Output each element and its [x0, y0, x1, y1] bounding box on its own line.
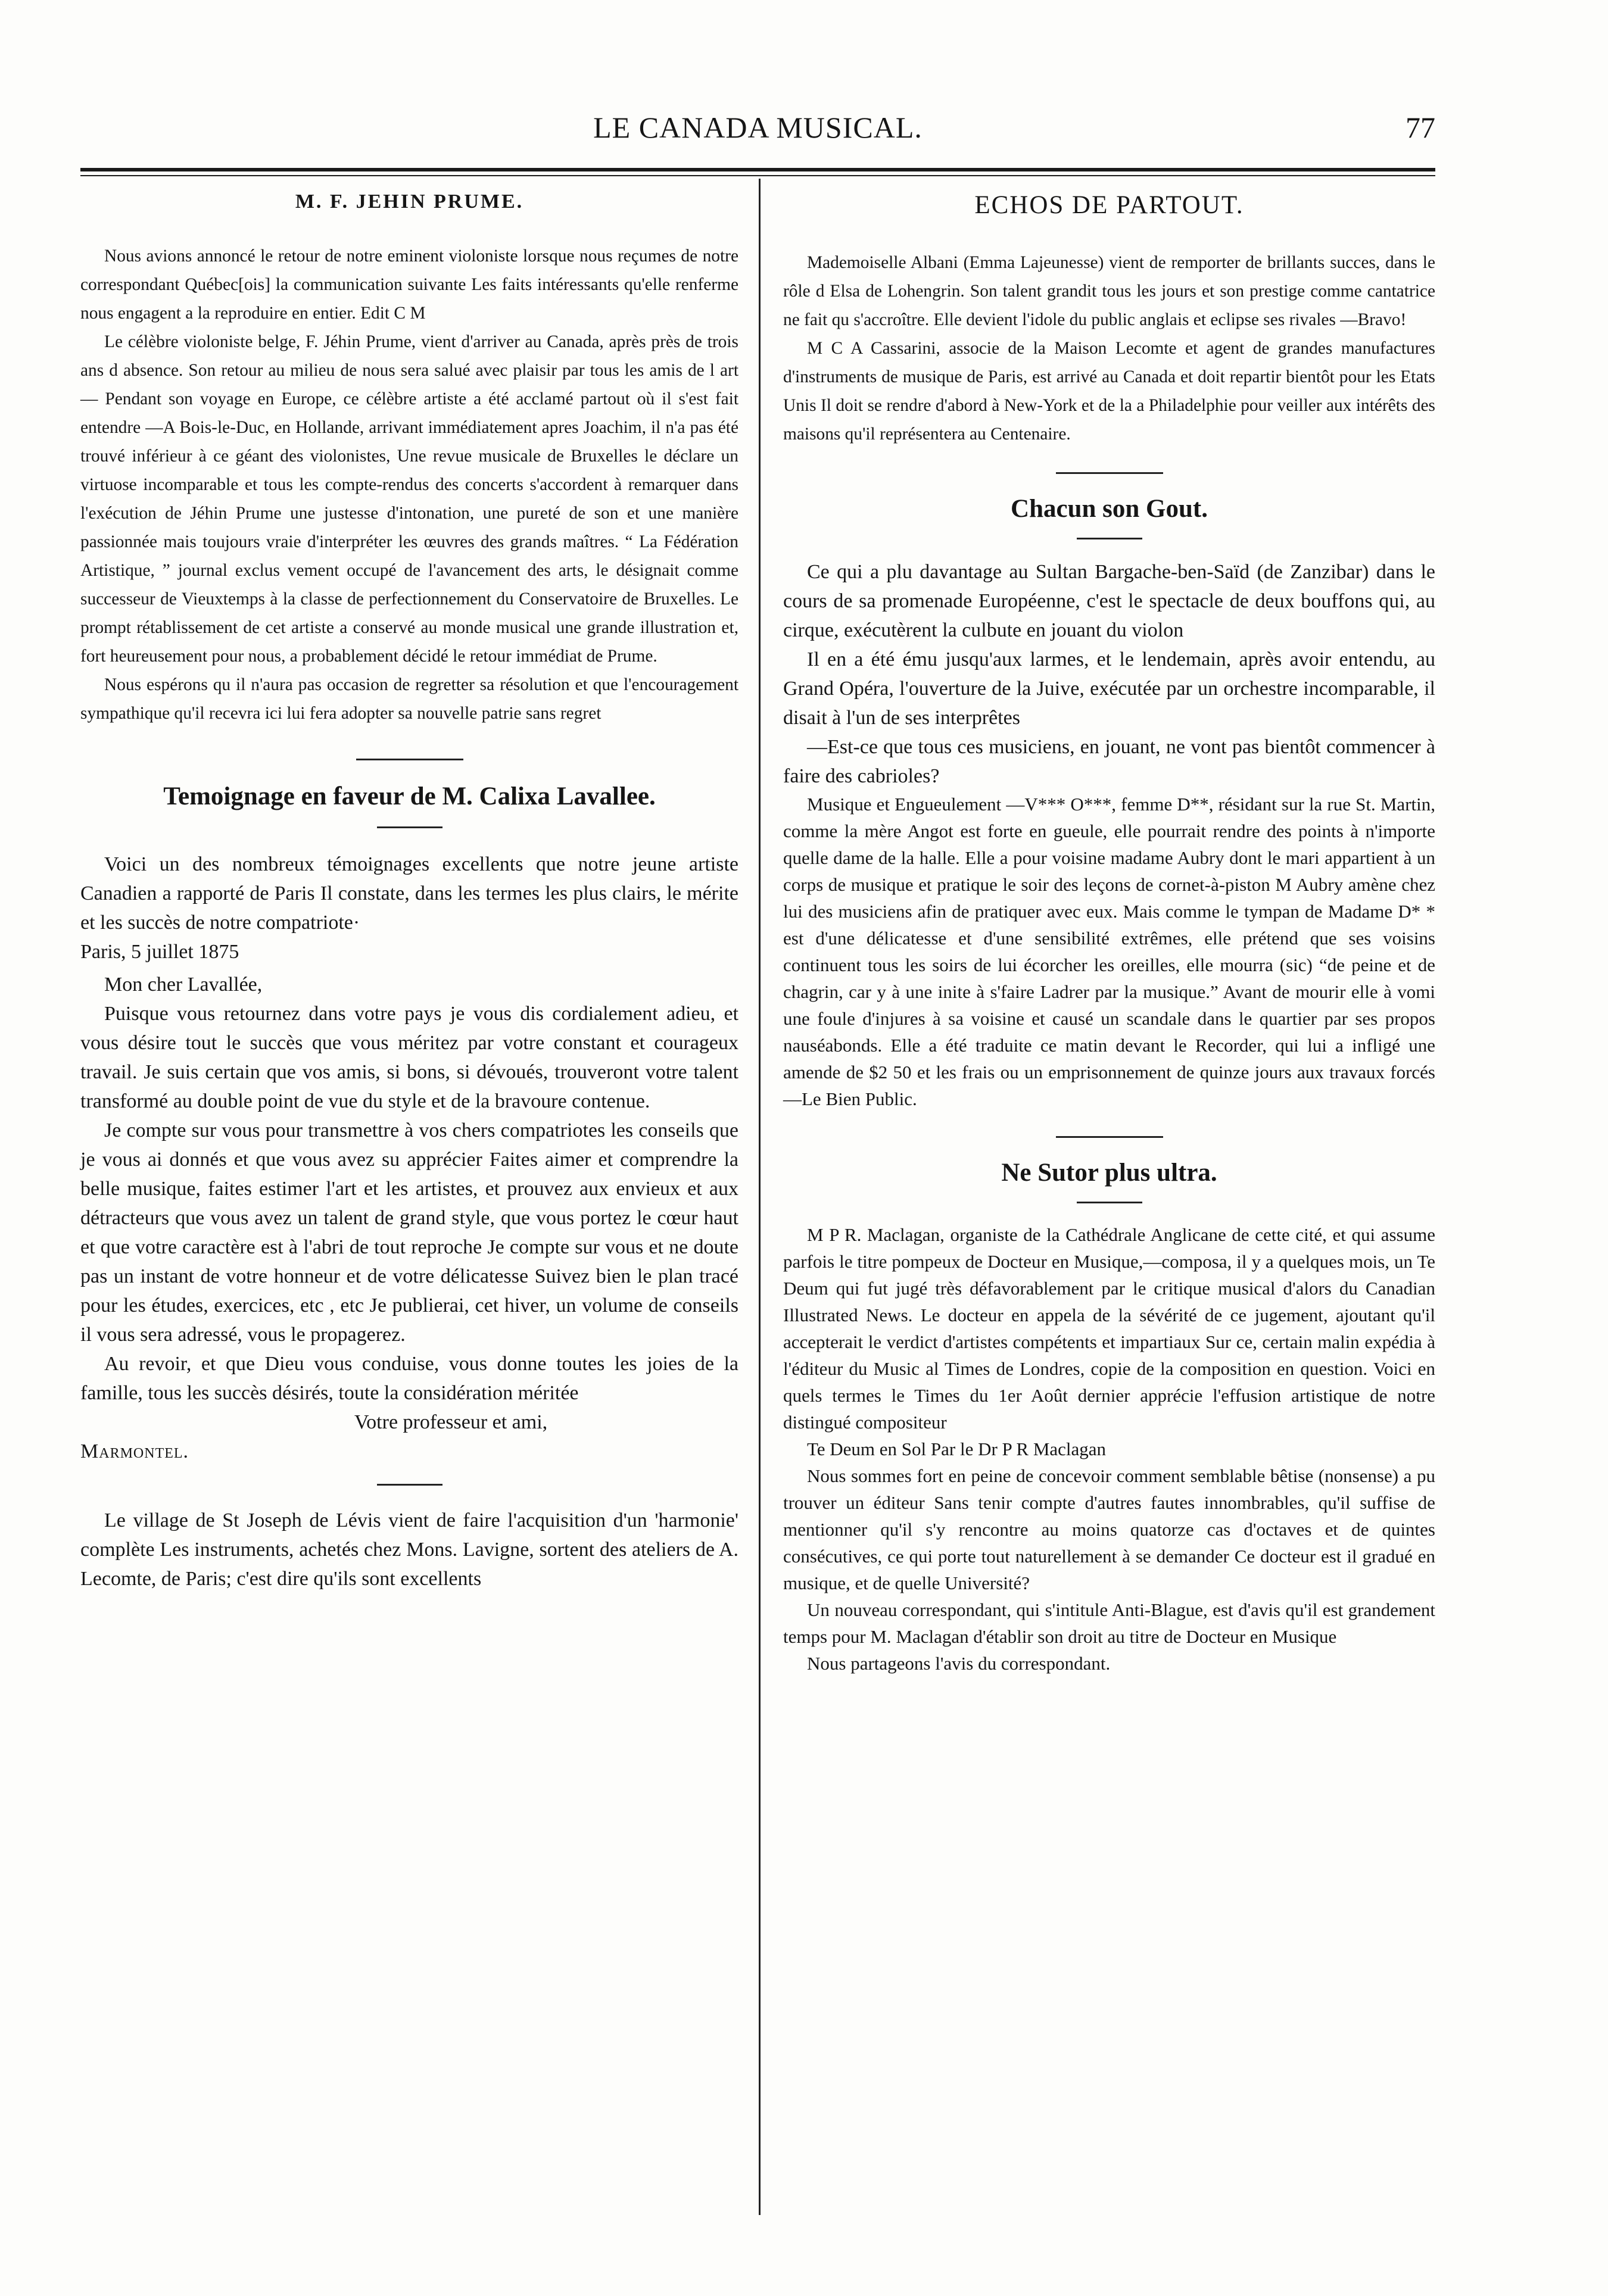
left-column — [80, 191, 738, 1593]
page-header — [80, 104, 1435, 158]
article-title: Ne Sutor plus ultra. — [1001, 1159, 1217, 1187]
right-column — [783, 191, 1435, 1677]
column-divider — [759, 179, 761, 2215]
article-title: Temoignage en faveur de M. Calixa Lavallee. — [163, 782, 656, 810]
paragraph: Le village de St Joseph de Lévis vient de faire l'acquisition d'un 'harmonie' complète Les instruments, achetés chez Mons. Lavigne, sortent des ateliers de A. Lecomte, de Paris; c'est dire qu'ils sont excellents — [80, 1509, 738, 1590]
paragraph: Le célèbre violoniste belge, F. Jéhin Prume, vient d'arriver au Canada, après près de trois ans d absence. Son retour au milieu de nous sera salué avec plaisir par tous les amis de l art — Pendant son voyage en Europe, ce célèbre artiste a été acclamé partout où il s'est fait entendre —A Bois-le-Duc, en Hollande, arrivant immédiatement apres Joachim, il n'a pas été trouvé inférieur à ce géant des violonistes, Une revue musicale de Bruxelles le déclare un virtuose incomparable et tous les compte-rendus des concerts s'accordent à remarquer dans l'exécution de Jéhin Prume une justesse d'intonation, une pureté de son et une manière passionnée mais toujours vraie d'interpréter les œuvres des grands maîtres. “ La Fédération Artistique, ” journal exclus vement occupé de l'avancement des arts, le désignait comme successeur de Vieuxtemps à la classe de perfectionnement du Conservatoire de Bruxelles. Le prompt rétablissement de cet artiste a conservé au monde musical une grande illustration et, fort heureusement pour nous, a probablement décidé le retour immédiat de Prume. — [80, 332, 738, 666]
title-underline — [1077, 1202, 1142, 1203]
article-stjoseph — [80, 1506, 738, 1593]
paragraph: Nous avions annoncé le retour de notre eminent violoniste lorsque nous reçumes de notre correspondant Québec[ois] la communication suivante Les faits intéressants qu'elle renferme nous engagent a la reproduire en entier. Edit C M — [80, 247, 738, 323]
paragraph: M P R. Maclagan, organiste de la Cathédrale Anglicane de cette cité, et qui assume parfois le titre pompeux de Docteur en Musique,—composa, il y a quelques mois, un Te Deum qui fut jugé très défavorablement par le critique musical d'alors du Canadian Illustrated News. Le docteur en appela de la sévérité de ce jugement, ajoutant qu'il accepterait le verdict d'artistes compétents et impartiaux Sur ce, certain malin expédia à l'éditeur du Music al Times de Londres, copie de la composition en question. Voici en quels termes le Times du 1er Août dernier apprécie l'effusion artistique de notre distingué compositeur — [783, 1224, 1435, 1433]
paragraph: Musique et Engueulement —V*** O***, femme D**, résidant sur la rue St. Martin, comme la mère Angot est forte en gueule, elle pourrait rendre des points à n'importe quelle dame de la halle. Elle a pour voisine madame Aubry dont le mari appartient à un corps de musique et pratique le soir des leçons de cornet-à-piston M Aubry amène chez lui des musiciens afin de pratiquer avec eux. Mais comme le tympan de Madame D* * est d'une délicatesse et d'une sensibilité extrêmes, elle prétend que ses voisins continuent tous les soirs de lui écorcher les oreilles, elle mourra (sic) “de peine et de chagrin, car y à une inite à s'faire Ladrer par la musique.” Avant de mourir elle à vomi une foule d'injures à sa voisine et causé un scandale dans le quartier par ses propos nauséabonds. Elle a été traduite ce matin devant le Recorder, qui lui a infligé une amende de $2 50 et les frais ou un emprisonnement de quinze jours aux travaux forcés —Le Bien Public. — [783, 794, 1435, 1109]
article-chacun — [783, 494, 1435, 1112]
closing: Votre professeur et ami, — [354, 1411, 548, 1433]
paragraph: Nous sommes fort en peine de concevoir comment semblable bêtise (nonsense) a pu trouver un éditeur Sans tenir compte d'autres fautes innombrables, qu'il suffise de mentionner qu'il s'y rencontre au moins quatorze cas d'octaves et de quintes consécutives, ce qui porte tout naturellement à se demander Ce docteur est il gradué en musique, et de quelle Université? — [783, 1465, 1435, 1593]
section-divider — [1056, 472, 1163, 474]
title-underline — [1077, 538, 1142, 539]
paragraph: Voici un des nombreux témoignages excellents que notre jeune artiste Canadien a rapporté de Paris Il constate, dans les termes les plus clairs, le mérite et les succès de notre compatriote· — [80, 853, 738, 934]
article-title: ECHOS DE PARTOUT. — [974, 191, 1244, 219]
salutation: Mon cher Lavallée, — [104, 974, 263, 996]
running-title: LE CANADA MUSICAL. — [593, 111, 923, 144]
title-underline — [377, 826, 442, 828]
paragraph: Au revoir, et que Dieu vous conduise, vous donne toutes les joies de la famille, tous les succès désirés, toute la considération méritée — [80, 1353, 738, 1404]
paragraph: Nous partageons l'avis du correspondant. — [807, 1653, 1111, 1674]
paragraph: Je compte sur vous pour transmettre à vos chers compatriotes les conseils que je vous ai donnés et que vous avez su apprécier Faites aimer et comprendre la belle musique, faites estimer l'art et les artistes, et prouvez aux envieux et aux détracteurs que vous avez un talent de grand style, que vous portez le cœur haut et que votre caractère est à l'abri de tout reproche Je compte sur vous et ne doute pas un instant de votre honneur et de votre délicatesse Suivez bien le plan tracé pour les études, exercices, etc , etc Je publierai, cet hiver, un volume de conseils il vous sera adressé, vous le propagerez. — [80, 1119, 738, 1346]
paragraph: M C A Cassarini, associe de la Maison Lecomte et agent de grandes manufactures d'instruments de musique de Paris, est arrivé au Canada et doit repartir bientôt pour les Etats Unis Il doit se rendre d'abord à New-York et de la a Philadelphie pour veiller aux intérêts des maisons qu'il représentera au Centenaire. — [783, 339, 1435, 444]
paragraph: Un nouveau correspondant, qui s'intitule Anti-Blague, est d'avis qu'il est grandement temps pour M. Maclagan d'établir son droit au titre de Docteur en Musique — [783, 1599, 1435, 1647]
article-echos — [783, 191, 1435, 448]
paragraph: —Est-ce que tous ces musiciens, en jouant, ne vont pas bientôt commencer à faire des cabrioles? — [783, 736, 1435, 787]
paragraph: Puisque vous retournez dans votre pays je vous dis cordialement adieu, et vous désire tout le succès que vous méritez par votre constant et courageux travail. Je suis certain que vos amis, si bons, si dévoués, trouveront votre talent transformé au double point de vue du style et de la bravoure contenue. — [80, 1003, 738, 1112]
paragraph: Ce qui a plu davantage au Sultan Bargache-ben-Saïd (de Zanzibar) dans le cours de sa promenade Européenne, c'est le spectacle de deux bouffons qui, au cirque, exécutèrent la culbute en jouant du violon — [783, 561, 1435, 641]
section-divider — [377, 1484, 442, 1486]
paragraph: Te Deum en Sol Par le Dr P R Maclagan — [807, 1439, 1107, 1459]
section-divider — [356, 759, 463, 760]
paragraph: Mademoiselle Albani (Emma Lajeunesse) vient de remporter de brillants succes, dans le rôle d Elsa de Lohengrin. Son talent grandit tous les jours et son prestige comme cantatrice ne fait qu s'accroître. Elle devient l'idole du public anglais et eclipse ses rivales —Bravo! — [783, 253, 1435, 329]
article-lavallee — [80, 782, 738, 1466]
article-prume — [80, 191, 738, 728]
page-number: 77 — [1406, 111, 1435, 144]
article-title: M. F. JEHIN PRUME. — [295, 191, 524, 213]
section-divider — [1056, 1136, 1163, 1138]
signature: Marmontel. — [80, 1440, 189, 1462]
header-rule-thin — [80, 175, 1435, 176]
paragraph: Nous espérons qu il n'aura pas occasion de regretter sa résolution et que l'encouragement sympathique qu'il recevra ici lui fera adopter sa nouvelle patrie sans regret — [80, 675, 738, 723]
article-title: Chacun son Gout. — [1011, 495, 1208, 523]
article-sutor — [783, 1158, 1435, 1677]
header-rule-thick — [80, 168, 1435, 171]
paragraph: Il en a été ému jusqu'aux larmes, et le lendemain, après avoir entendu, au Grand Opéra, l'ouverture de la Juive, exécutée par un orchestre incomparable, il disait à l'un de ses interprêtes — [783, 648, 1435, 729]
dateline: Paris, 5 juillet 1875 — [80, 941, 239, 963]
